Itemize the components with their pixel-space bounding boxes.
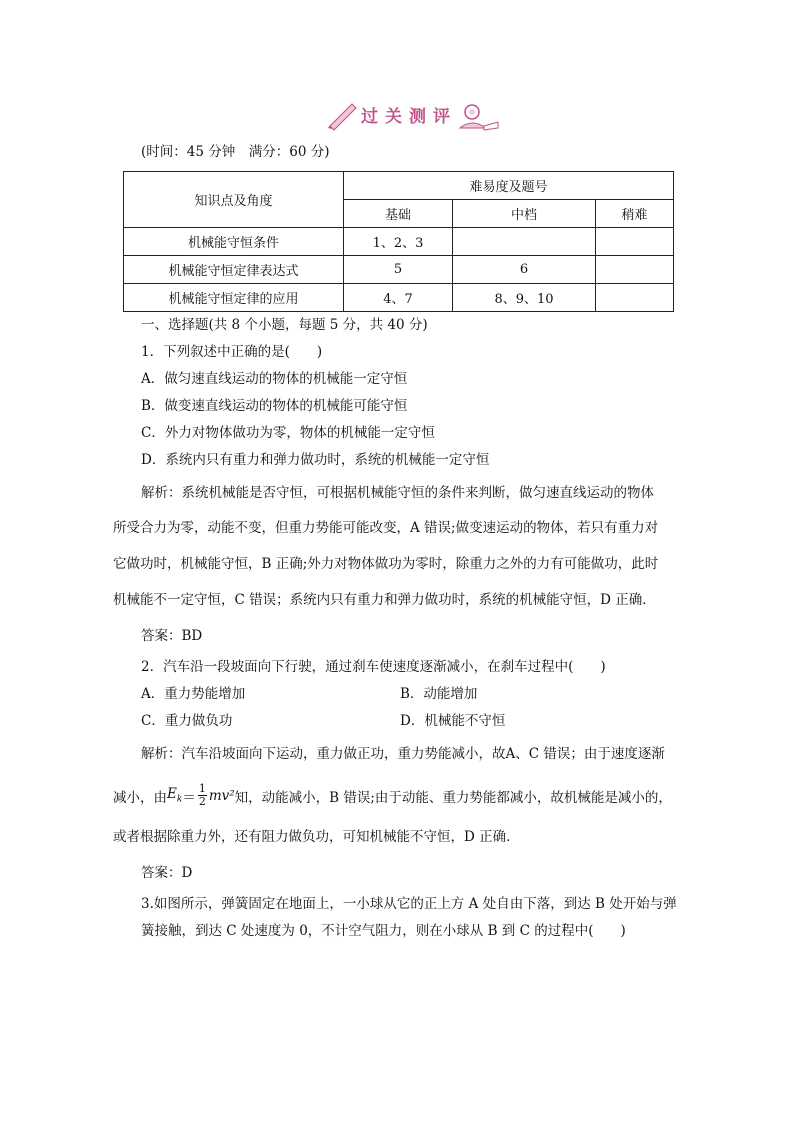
table-row xyxy=(124,284,674,312)
analysis-text: 知，动能减小，B 错误;由于动能、重力势能都减小，故机械能是减小的， xyxy=(234,789,672,806)
question-1-option-c: C．外力对物体做功为零，物体的机械能一定守恒 xyxy=(141,425,435,441)
section-heading: 一、选择题(共 8 个小题，每题 5 分，共 40 分) xyxy=(141,317,428,333)
row-basic: 5 xyxy=(344,256,453,284)
header-knowledge: 知识点及角度 xyxy=(124,172,344,228)
exam-meta: (时间：45 分钟 满分：60 分) xyxy=(141,144,330,160)
question-1-analysis: 它做功时，机械能守恒，B 正确;外力对物体做功为零时，除重力之外的力有可能做功，此时 xyxy=(113,556,659,572)
question-1-analysis: 机械能不一定守恒，C 错误；系统内只有重力和弹力做功时，系统的机械能守恒，D 正确． xyxy=(113,592,656,608)
knowledge-table xyxy=(123,171,674,312)
question-3-stem: 3.如图所示，弹簧固定在地面上，一小球从它的正上方 A 处自由下落，到达 B 处开始与弹 xyxy=(141,896,677,912)
row-topic: 机械能守恒定律表达式 xyxy=(124,256,344,284)
question-2-answer: 答案：D xyxy=(141,865,193,881)
table-row xyxy=(124,228,674,256)
question-2-option-b: B．动能增加 xyxy=(400,686,478,702)
fraction-numerator: 1 xyxy=(198,782,206,795)
formula-equals: ＝ xyxy=(182,789,196,806)
level-basic: 基础 xyxy=(344,200,453,228)
question-2-analysis: 或者根据除重力外，还有阻力做负功，可知机械能不守恒，D 正确． xyxy=(113,829,520,845)
question-1-analysis: 解析：系统机械能是否守恒，可根据机械能守恒的条件来判断，做匀速直线运动的物体 xyxy=(141,485,654,501)
fraction-denominator: 2 xyxy=(198,795,206,808)
question-2-analysis: 解析：汽车沿坡面向下运动，重力做正功，重力势能减小，故A、C 错误；由于速度逐渐 xyxy=(141,746,665,762)
analysis-text: 减小，由 xyxy=(113,789,167,806)
question-2-option-c: C．重力做负功 xyxy=(141,713,233,729)
question-2-option-a: A．重力势能增加 xyxy=(141,686,246,702)
row-hard xyxy=(596,228,674,256)
question-2-stem: 2．汽车沿一段坡面向下行驶，通过刹车使速度逐渐减小，在刹车过程中( ) xyxy=(141,659,606,675)
row-topic: 机械能守恒定律的应用 xyxy=(124,284,344,312)
reading-girl-icon xyxy=(460,105,498,130)
level-hard: 稍难 xyxy=(596,200,674,228)
question-2-analysis-formula-line xyxy=(113,783,672,808)
question-3-stem: 簧接触，到达 C 处速度为 0，不计空气阻力，则在小球从 B 到 C 的过程中( ) xyxy=(141,923,626,939)
row-basic: 1、2、3 xyxy=(344,228,453,256)
level-medium: 中档 xyxy=(453,200,596,228)
question-1-answer: 答案：BD xyxy=(141,628,203,644)
header-difficulty: 难易度及题号 xyxy=(344,172,674,200)
question-1-stem: 1．下列叙述中正确的是( ) xyxy=(141,344,323,360)
question-2-option-d: D．机械能不守恒 xyxy=(400,713,506,729)
row-hard xyxy=(596,284,674,312)
table-row xyxy=(124,256,674,284)
section-title: 过关测评 xyxy=(361,107,457,127)
row-topic: 机械能守恒条件 xyxy=(124,228,344,256)
pen-icon xyxy=(328,104,356,130)
formula-fraction xyxy=(198,783,207,808)
row-hard xyxy=(596,256,674,284)
row-basic: 4、7 xyxy=(344,284,453,312)
row-medium: 8、9、10 xyxy=(453,284,596,312)
row-medium xyxy=(453,228,596,256)
formula-ek: $E_k$ xyxy=(167,786,183,805)
row-medium: 6 xyxy=(453,256,596,284)
question-1-option-d: D．系统内只有重力和弹力做功时，系统的机械能一定守恒 xyxy=(141,452,490,468)
question-1-option-a: A．做匀速直线运动的物体的机械能一定守恒 xyxy=(141,371,408,387)
question-1-analysis: 所受合力为零，动能不变，但重力势能可能改变，A 错误;做变速运动的物体，若只有重力对 xyxy=(113,520,659,536)
question-1-option-b: B．做变速直线运动的物体的机械能可能守恒 xyxy=(141,398,408,414)
formula-mv2: mv² xyxy=(208,787,235,804)
